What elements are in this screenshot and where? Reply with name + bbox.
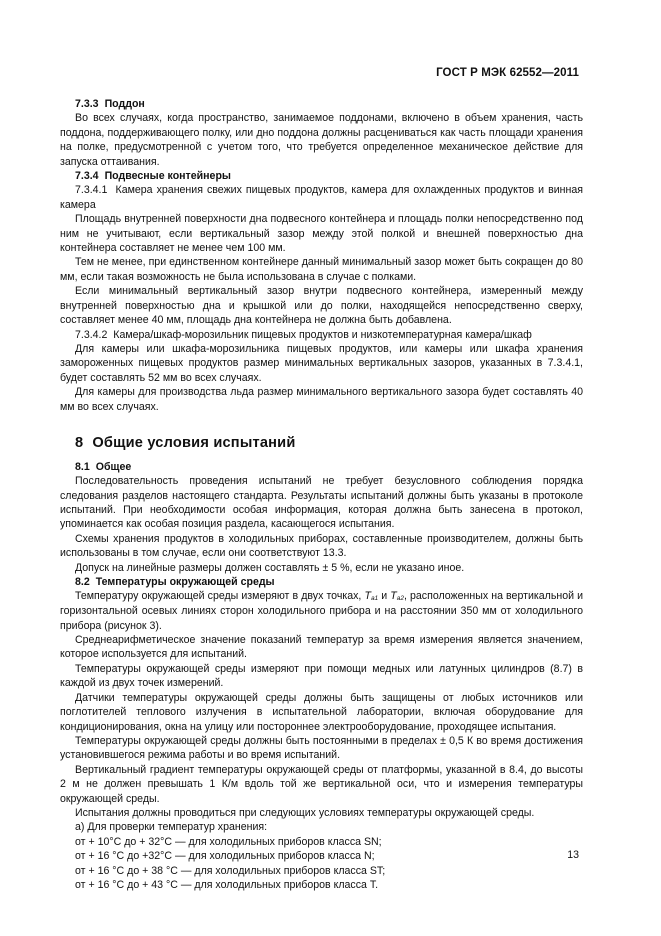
list-item: от + 16 °С до + 38 °С — для холодильных приборов класса ST; <box>75 864 386 877</box>
subsection-7-3-4-1 <box>60 183 583 212</box>
section-title: Общие условия испытаний <box>92 434 296 451</box>
symbol-subscript: a2 <box>396 595 404 603</box>
paragraph: Во всех случаях, когда пространство, занимаемое поддонами, включено в объем хранения, часть поддона, поддерживающего полку, или дно поддона должны расцениваться как часть площади хранения на полке, предусмотренной с учетом того, что требуется определенное механическое действие для запуска оттаивания. <box>60 112 583 168</box>
paragraph: Температуры окружающей среды должны быть постоянными в пределах ± 0,5 К во время достижения установившегося режима работы и во время испытаний. <box>60 734 583 762</box>
text-run: , расположенных на вертикальной и горизонтальной осевых линиях сторон холодильного прибора и на расстоянии 350 мм от холодильного прибора (рисунок 3). <box>60 590 584 632</box>
paragraph: Площадь внутренней поверхности дна подвесного контейнера и площадь полки непосредственно под ним не учитывают, если вертикальный зазор между этой полкой и внешней поверхностью дна контейнера составляет не менее чем 100 мм. <box>60 213 583 255</box>
text-run: и <box>378 590 391 603</box>
symbol-subscript: a1 <box>370 595 379 603</box>
paragraph: Вертикальный градиент температуры окружающей среды от платформы, указанной в 8.4, до высоты 2 м не должен превышать 1 К/м вдоль той же вертикальной оси, что и измерения температуры окружающей среды. <box>60 763 583 805</box>
section-number: 7.3.3 <box>75 98 99 110</box>
section-number: 7.3.4 <box>75 170 99 183</box>
section-title: Температуры окружающей среды <box>95 576 275 589</box>
paragraph-measurement-points <box>60 589 583 633</box>
list-item-a: а) Для проверки температур хранения: <box>75 821 268 834</box>
section-number: 8 <box>75 434 84 451</box>
section-number: 8.1 <box>75 460 90 473</box>
paragraph: Для камеры или шкафа-морозильника пищевых продуктов, или камеры или шкафа хранения замороженных пищевых продуктов размер минимальных вертикальных зазоров, указанных в 7.3.4.1, будет составлять 52 мм во всех случаях. <box>60 342 583 384</box>
section-7-3-3-heading <box>75 97 583 111</box>
paragraph: Допуск на линейные размеры должен составлять ± 5 %, если не указано иное. <box>75 561 465 574</box>
section-title: Подвесные контейнеры <box>104 170 231 183</box>
paragraph: Последовательность проведения испытаний не требует безусловного соблюдения порядка следования разделов настоящего стандарта. Результаты испытаний должны быть указаны в протоколе испытаний. При необходимости особая информация, которая должна быть занесена в протокол, упоминается как особая позиция раздела, касающегося испытания. <box>60 475 583 531</box>
page-number: 13 <box>567 849 579 861</box>
subsection-text: Камера/шкаф-морозильник пищевых продуктов и низкотемпературная камера/шкаф <box>113 328 532 341</box>
subsection-text: Камера хранения свежих пищевых продуктов, камера для охлажденных продуктов и винная камера <box>60 184 584 211</box>
paragraph: Если минимальный вертикальный зазор внутри подвесного контейнера, измеренный между внутренней поверхностью дна и крышкой или до полки, находящейся непосредственно сверху, составляет менее 40 мм, площадь дна контейнера не должна быть добавлена. <box>60 285 583 327</box>
symbol-letter: T <box>364 590 371 603</box>
paragraph: Схемы хранения продуктов в холодильных приборах, составленные производителем, должны быть использованы в том случае, если они соответствуют 13.3. <box>60 532 583 560</box>
symbol-letter: T <box>390 590 397 603</box>
paragraph: Среднеарифметическое значение показаний температур за время измерения является значением, которое используется для испытаний. <box>60 634 583 661</box>
document-header: ГОСТ Р МЭК 62552—2011 <box>436 67 579 79</box>
paragraph: Для камеры для производства льда размер минимального вертикального зазора будет составлять 40 мм во всех случаях. <box>60 386 583 413</box>
subsection-number: 7.3.4.1 <box>75 184 108 197</box>
paragraph: Тем не менее, при единственном контейнере данный минимальный зазор может быть сокращен до 80 мм, если такая возможность не была использована в случае с полками. <box>60 256 583 283</box>
list-item: от + 16 °С до + 43 °С — для холодильных приборов класса Т. <box>75 878 379 891</box>
section-8-heading <box>75 434 583 454</box>
section-title: Поддон <box>104 98 145 110</box>
page-content <box>60 97 583 892</box>
symbol-ta2 <box>390 590 404 602</box>
list-item: от + 16 °С до +32°С — для холодильных приборов класса N; <box>75 850 375 863</box>
section-number: 8.2 <box>75 576 90 589</box>
symbol-ta1 <box>364 590 378 602</box>
paragraph: Температуры окружающей среды измеряют при помощи медных или латунных цилиндров (8.7) в каждой из двух точек измерений. <box>60 662 583 690</box>
section-8-1-heading <box>75 460 583 474</box>
subsection-number: 7.3.4.2 <box>75 328 108 341</box>
subsection-7-3-4-2 <box>60 328 583 342</box>
section-8-2-heading <box>75 575 583 589</box>
paragraph: Испытания должны проводиться при следующих условиях температуры окружающей среды. <box>75 806 535 819</box>
text-run: Температуру окружающей среды измеряют в двух точках, <box>75 590 365 603</box>
section-7-3-4-heading <box>75 169 583 183</box>
paragraph: Датчики температуры окружающей среды должны быть защищены от любых источников или поглотителей теплового излучения в испытательной лаборатории, включая оборудование для кондиционирования, окна на улицу или постороннее электрооборудование, проходящее испытания. <box>60 691 583 733</box>
section-title: Общее <box>95 460 132 473</box>
list-item: от + 10°С до + 32°С — для холодильных приборов класса SN; <box>75 835 382 848</box>
